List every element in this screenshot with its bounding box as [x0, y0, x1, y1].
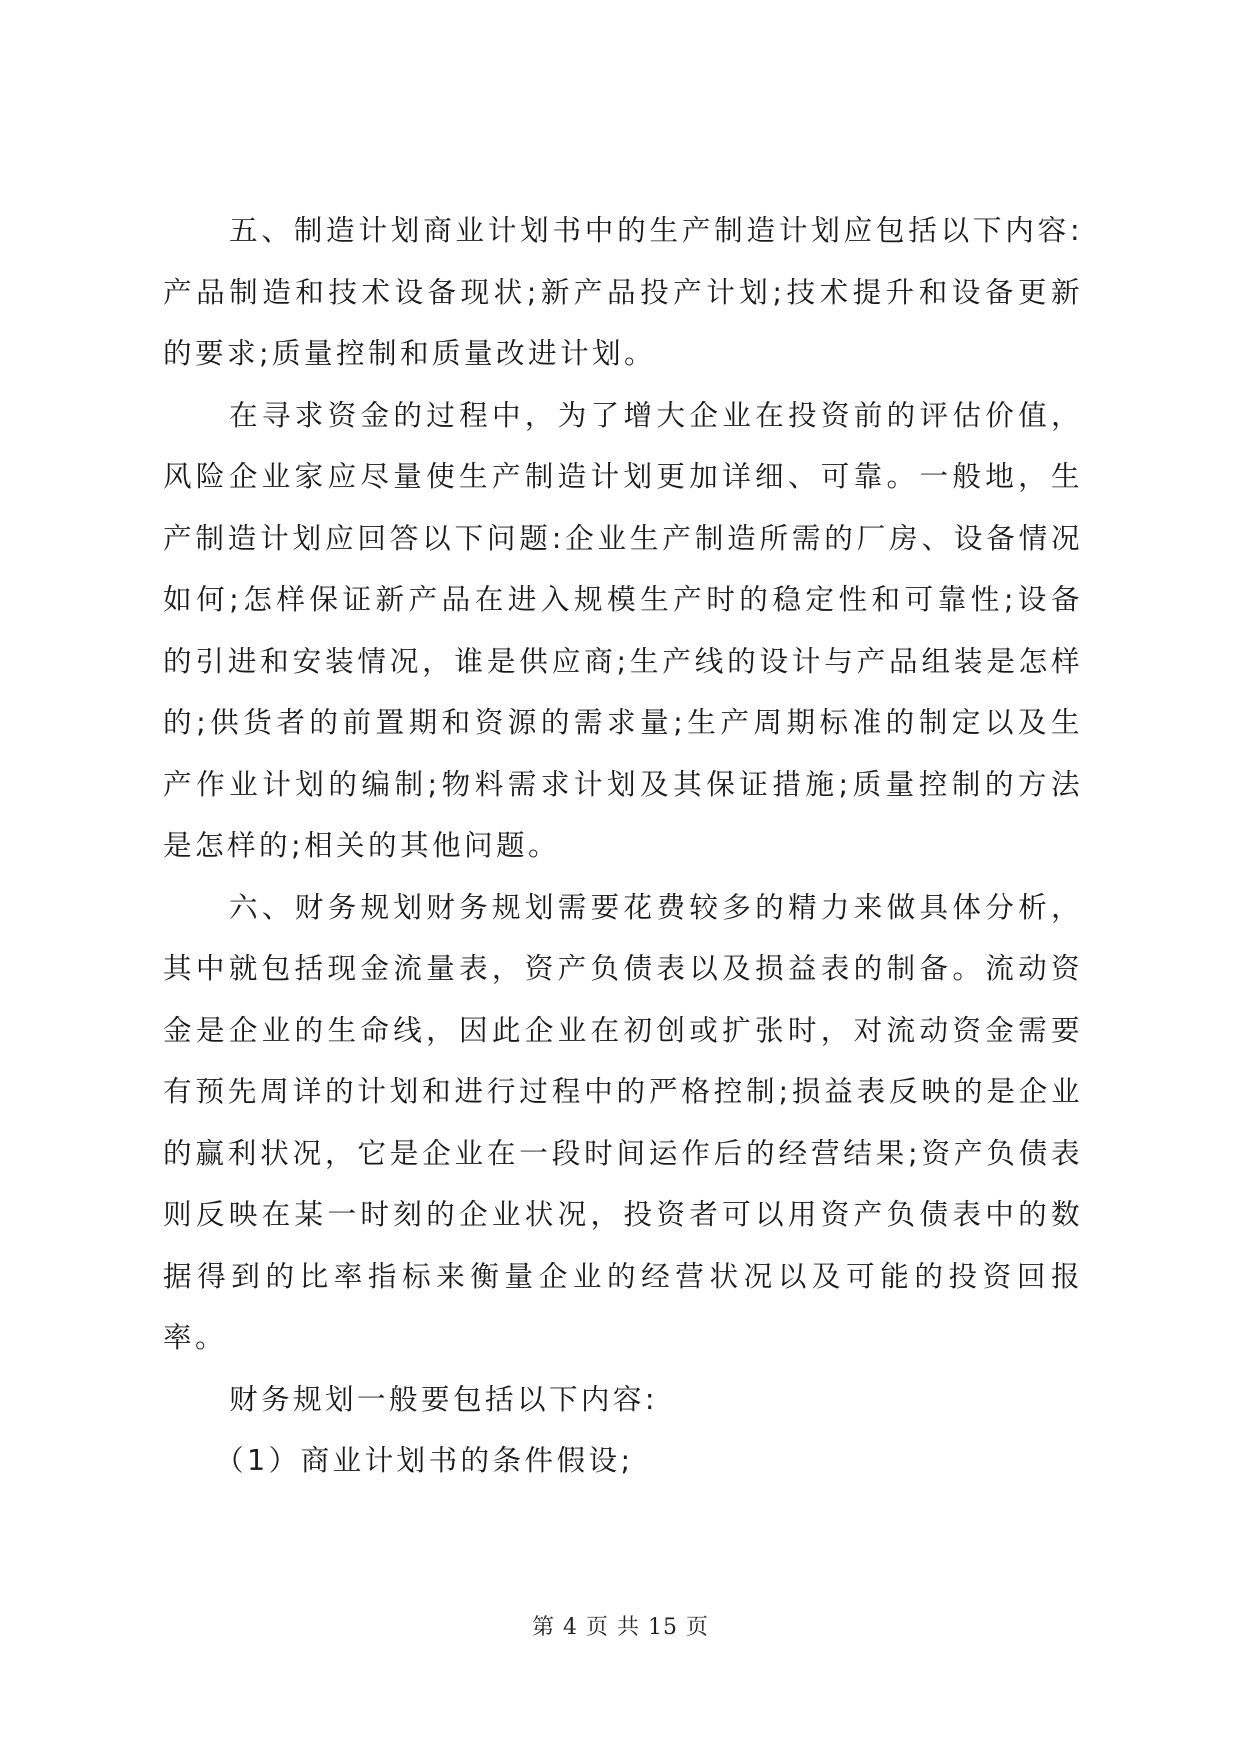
paragraph-financial-contents: 财务规划一般要包括以下内容:: [229, 1381, 658, 1416]
document-body: [163, 200, 1083, 1492]
paragraph-financial-plan: 六、财务规划财务规划需要花费较多的精力来做具体分析，其中就包括现金流量表，资产负债表以及损益表的制备。流动资金是企业的生命线，因此企业在初创或扩张时，对流动资金需要有预先周详的计划和进行过程中的严格控制;损益表反映的是企业的赢利状况，它是企业在一段时间运作后的经营结果;资产负债表则反映在某一时刻的企业状况，投资者可以用资产负债表中的数据得到的比率指标来衡量企业的经营状况以及可能的投资回报率。: [163, 889, 1083, 1354]
paragraph-production-questions: 在寻求资金的过程中，为了增大企业在投资前的评估价值，风险企业家应尽量使生产制造计划更加详细、可靠。一般地，生产制造计划应回答以下问题:企业生产制造所需的厂房、设备情况如何;怎样保证新产品在进入规模生产时的稳定性和可靠性;设备的引进和安装情况，谁是供应商;生产线的设计与产品组装是怎样的;供货者的前置期和资源的需求量;生产周期标准的制定以及生产作业计划的编制;物料需求计划及其保证措施;质量控制的方法是怎样的;相关的其他问题。: [163, 397, 1083, 862]
list-item-assumptions: （1）商业计划书的条件假设;: [215, 1443, 634, 1477]
page-footer: 第 4 页 共 15 页: [532, 1615, 709, 1640]
paragraph-manufacturing-plan: 五、制造计划商业计划书中的生产制造计划应包括以下内容:产品制造和技术设备现状;新产品投产计划;技术提升和设备更新的要求;质量控制和质量改进计划。: [163, 213, 1083, 370]
